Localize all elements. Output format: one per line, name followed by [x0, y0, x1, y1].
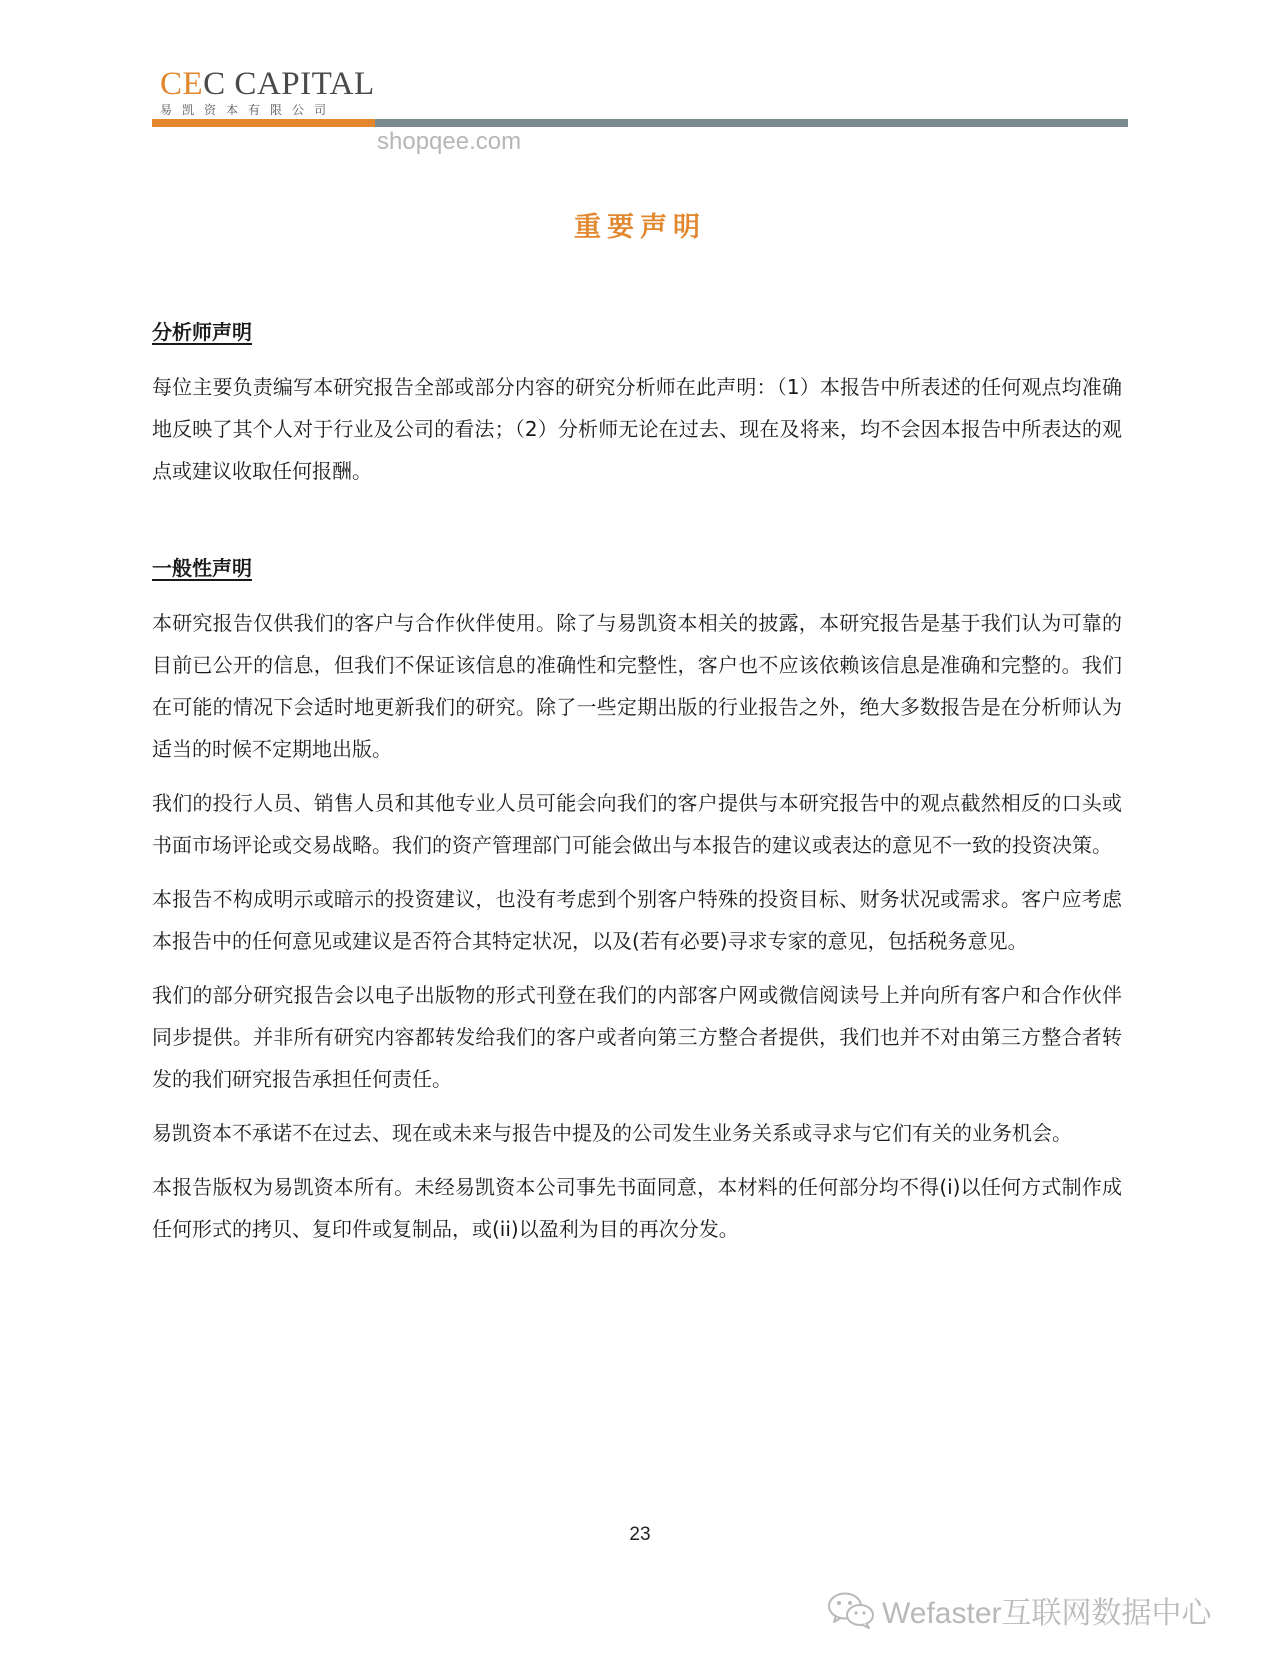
document-body [152, 318, 1122, 1262]
section-gap [152, 504, 1122, 554]
header-rule-gray [375, 119, 1128, 127]
page-title: 重要声明 [574, 212, 706, 243]
general-paragraph-3: 本报告不构成明示或暗示的投资建议，也没有考虑到个别客户特殊的投资目标、财务状况或需求。客户应考虑本报告中的任何意见或建议是否符合其特定状况，以及(若有必要)寻求专家的意见，包括税务意见。 [152, 887, 1122, 953]
logo-wordmark-rest: C CAPITAL [203, 66, 375, 102]
watermark-bottom [826, 1588, 1212, 1632]
analyst-paragraph: 每位主要负责编写本研究报告全部或部分内容的研究分析师在此声明：（1）本报告中所表述的任何观点均准确地反映了其个人对于行业及公司的看法；（2）分析师无论在过去、现在及将来，均不会因本报告中所表达的观点或建议收取任何报酬。 [152, 375, 1122, 483]
watermark-top: shopqee.com [377, 128, 522, 155]
header-rule-orange [152, 119, 375, 127]
logo-wordmark [160, 68, 375, 101]
logo-wordmark-accent: CE [160, 66, 204, 102]
logo-subtitle: 易凯资本有限公司 [160, 103, 337, 117]
company-logo [160, 68, 375, 116]
general-paragraph-2: 我们的投行人员、销售人员和其他专业人员可能会向我们的客户提供与本研究报告中的观点截然相反的口头或书面市场评论或交易战略。我们的资产管理部门可能会做出与本报告的建议或表达的意见不一致的投资决策。 [152, 791, 1122, 857]
general-paragraph-5: 易凯资本不承诺不在过去、现在或未来与报告中提及的公司发生业务关系或寻求与它们有关的业务机会。 [152, 1121, 1072, 1145]
general-paragraph-1: 本研究报告仅供我们的客户与合作伙伴使用。除了与易凯资本相关的披露，本研究报告是基于我们认为可靠的目前已公开的信息，但我们不保证该信息的准确性和完整性，客户也不应该依赖该信息是准确和完整的。我们在可能的情况下会适时地更新我们的研究。除了一些定期出版的行业报告之外，绝大多数报告是在分析师认为适当的时候不定期地出版。 [152, 611, 1122, 761]
general-paragraph-6: 本报告版权为易凯资本所有。未经易凯资本公司事先书面同意，本材料的任何部分均不得(i)以任何方式制作成任何形式的拷贝、复印件或复制品，或(ii)以盈利为目的再次分发。 [152, 1175, 1122, 1241]
section-heading-general: 一般性声明 [152, 556, 252, 580]
general-paragraph-4: 我们的部分研究报告会以电子出版物的形式刊登在我们的内部客户网或微信阅读号上并向所有客户和合作伙伴同步提供。并非所有研究内容都转发给我们的客户或者向第三方整合者提供，我们也并不对由第三方整合者转发的我们研究报告承担任何责任。 [152, 983, 1122, 1091]
watermark-bottom-text: Wefaster互联网数据中心 [882, 1597, 1212, 1630]
wechat-icon [826, 1591, 876, 1629]
page-number: 23 [629, 1524, 651, 1545]
section-heading-analyst: 分析师声明 [152, 320, 252, 344]
